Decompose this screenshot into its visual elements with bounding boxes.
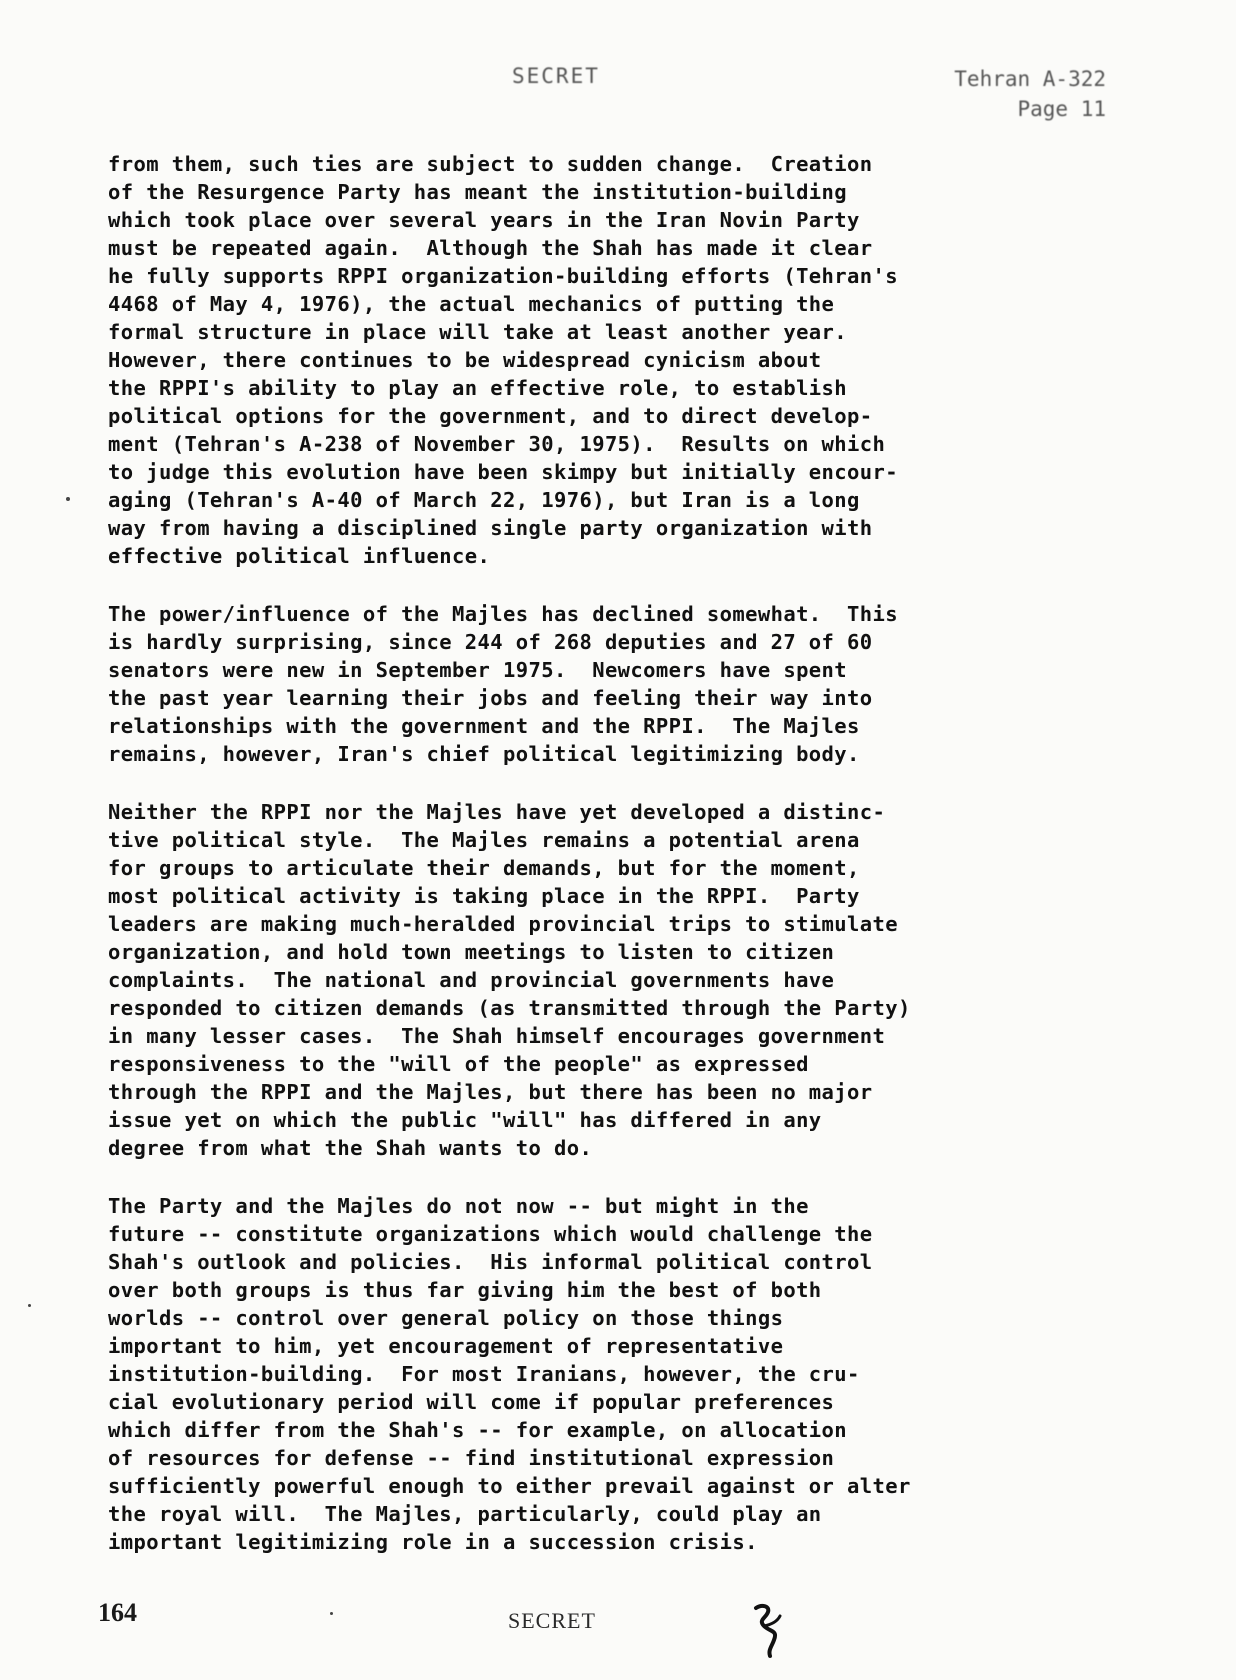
- header-classification: SECRET: [512, 64, 600, 88]
- header-reference-block: [954, 64, 1106, 124]
- paragraph: Neither the RPPI nor the Majles have yet developed a distinc- tive political style. The Majles remains a potential arena for groups to articulate their demands, but for the moment, most political activity is taking place in the RPPI. Party leaders are making much-heralded provincial trips to stimulate organization, and hold town meetings to listen to citizen complaints. The national and provincial governments have responded to citizen demands (as transmitted through the Party) in many lesser cases. The Shah himself encourages government responsiveness to the "will of the people" as expressed through the RPPI and the Majles, but there has been no major issue yet on which the public "will" has differed in any degree from what the Shah wants to do.: [108, 800, 911, 1160]
- page-number: 164: [98, 1598, 137, 1627]
- header-reference: Tehran A-322: [954, 67, 1106, 91]
- paragraph: from them, such ties are subject to sudden change. Creation of the Resurgence Party has meant the institution-building which took place over several years in the Iran Novin Party must be repeated again. Although the Shah has made it clear he fully supports RPPI organization-building efforts (Tehran's 4468 of May 4, 1976), the actual mechanics of putting the formal structure in place will take at least another year. However, there continues to be widespread cynicism about the RPPI's ability to play an effective role, to establish political options for the government, and to direct develop- ment (Tehran's A-238 of November 30, 1975). Results on which to judge this evolution have been skimpy but initially encour- aging (Tehran's A-40 of March 22, 1976), but Iran is a long way from having a disciplined single party organization with effective political influence.: [108, 152, 899, 568]
- handwritten-mark-icon: [748, 1600, 788, 1660]
- paragraph: The power/influence of the Majles has declined somewhat. This is hardly surprising, since 244 of 268 deputies and 27 of 60 senators were new in September 1975. Newcomers have spent the past year learning their jobs and feeling their way into relationships with the government and the RPPI. The Majles remains, however, Iran's chief political legitimizing body.: [108, 602, 899, 766]
- margin-speck: [330, 1612, 333, 1615]
- margin-speck: [66, 497, 70, 501]
- header-page-label: Page 11: [1017, 97, 1106, 121]
- footer-classification: SECRET: [508, 1608, 596, 1633]
- body-text: [108, 150, 1156, 1586]
- margin-speck: [28, 1304, 31, 1307]
- paragraph: The Party and the Majles do not now -- but might in the future -- constitute organizations which would challenge the Shah's outlook and policies. His informal political control over both groups is thus far giving him the best of both worlds -- control over general policy on those things important to him, yet encouragement of representative institution-building. For most Iranians, however, the cru- cial evolutionary period will come if popular preferences which differ from the Shah's -- for example, on allocation of resources for defense -- find institutional expression sufficiently powerful enough to either prevail against or alter the royal will. The Majles, particularly, could play an important legitimizing role in a succession crisis.: [108, 1194, 911, 1554]
